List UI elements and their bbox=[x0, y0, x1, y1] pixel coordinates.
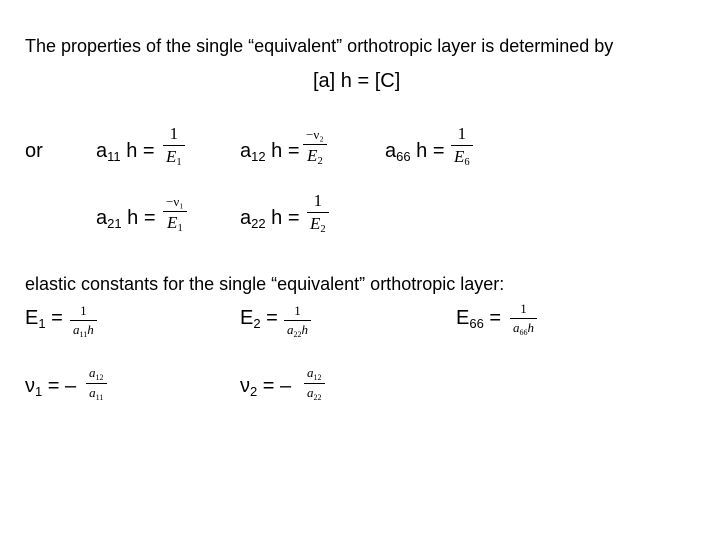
a22-fraction: 1 $E_2$ bbox=[307, 191, 329, 235]
v2-lhs: $\nu_2$ = – bbox=[240, 375, 292, 399]
e66-lhs: $E_{66}$ = bbox=[456, 307, 502, 331]
or-label: or bbox=[25, 140, 43, 162]
a11-lhs: $a_{11}$ h = bbox=[96, 140, 155, 164]
v1-lhs: $\nu_1$ = – bbox=[25, 375, 77, 399]
a12-lhs: $a_{12}$ h = bbox=[240, 140, 300, 164]
a66-lhs: $a_{66}$ h = bbox=[385, 140, 445, 164]
a22-lhs: $a_{22}$ h = bbox=[240, 207, 300, 231]
a12-fraction: −ν₂ $E_2$ bbox=[303, 127, 327, 167]
section-heading: elastic constants for the single “equivalent” orthotropic layer: bbox=[25, 274, 505, 294]
e1-lhs: $E_1$ = bbox=[25, 307, 63, 331]
intro-text: The properties of the single “equivalent” orthotropic layer is determined by bbox=[25, 36, 614, 56]
v1-fraction: $a_{12}$ $a_{11}$ bbox=[86, 365, 107, 402]
a21-lhs: $a_{21}$ h = bbox=[96, 207, 156, 231]
e1-fraction: 1 $a_{11}h$ bbox=[70, 303, 97, 339]
e66-fraction: 1 $a_{66}h$ bbox=[510, 301, 537, 337]
a11-fraction: 1 $E_1$ bbox=[163, 124, 185, 168]
e2-fraction: 1 $a_{22}h$ bbox=[284, 303, 311, 339]
v2-fraction: $a_{12}$ $a_{22}$ bbox=[304, 365, 325, 402]
main-equation: [a] h = [C] bbox=[313, 70, 401, 92]
e2-lhs: $E_2$ = bbox=[240, 307, 278, 331]
a21-fraction: −ν₁ $E_1$ bbox=[163, 194, 187, 234]
a66-fraction: 1 $E_6$ bbox=[451, 124, 473, 168]
